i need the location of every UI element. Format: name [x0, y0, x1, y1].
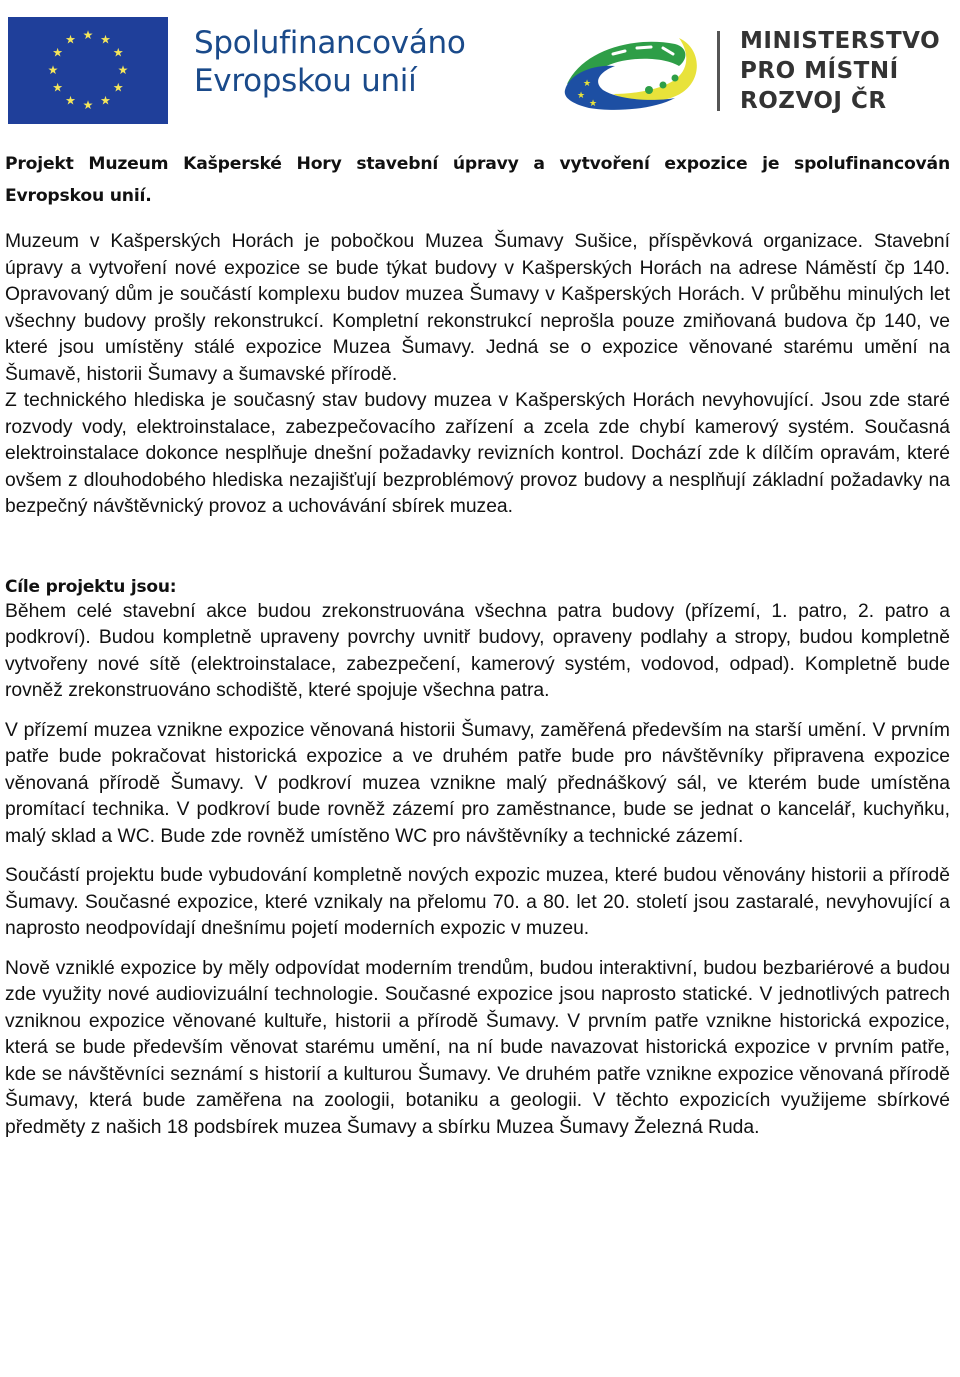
- eu-star-icon: ★: [117, 63, 129, 77]
- paragraph-modern-exhibitions: Nově vzniklé expozice by měly odpovídat moderním trendům, budou interaktivní, budou bezbariérové a budou zde využity nové audiovizuální technologie. Současné expozice jsou naprosto statické. V jednotlivých patrech vzniknou expozice věnované kultuře, historii a přírodě Šumavy. V prvním patře vznikne historická expozice, která se bude především věnovat starému umění, na ní bude navazovat historická expozice v prvním patře, kde se návštěvníci seznámí s historií a kulturou Šumavy. Ve druhém patře vznikne expozice věnovaná přírodě Šumavy, která bude zaměřena na zoologii, botaniku a geologii. V těchto expozicích využijeme sbírkové předměty z našich 18 podsbírek muzea Šumavy a sbírku Muzea Šumavy Železná Ruda.: [5, 957, 950, 1138]
- paragraph-technical-state: Z technického hlediska je současný stav budovy muzea v Kašperských Horách nevyhovující. Jsou zde staré rozvody vody, elektroinstalace, zabezpečovacího zařízení a zcela zde chybí kamerový systém. Současná elektroinstalace dokonce nesplňuje dnešní požadavky revizních kontrol. Dochází zde k dílčím opravám, které ovšem z dlouhodobého hlediska nezajišťují bezproblémový provoz budovy a nesplňují základní požadavky na bezpečný návštěvnický provoz a uchovávání sbírek muzea.: [5, 390, 950, 517]
- svg-text:★: ★: [577, 91, 586, 101]
- svg-text:★: ★: [583, 79, 592, 89]
- eu-flag-icon: [8, 17, 168, 124]
- eu-star-icon: ★: [47, 63, 59, 77]
- eu-star-icon: ★: [65, 32, 76, 47]
- document-body: [5, 148, 950, 1141]
- eu-star-icon: ★: [65, 93, 76, 108]
- paragraph-reconstruction: Během celé stavební akce budou zrekonstruována všechna patra budovy (přízemí, 1. patro, 2. patro a podkroví). Budou kompletně upraveny povrchy uvnitř budovy, opraveny podlahy a stropy, budou kompletně vytvořeny nové sítě (elektroinstalace, zabezpečení, kamerový systém, vodovod, odpad). Kompletně bude rovněž zrekonstruováno schodiště, které spojuje všechna patra.: [5, 600, 950, 701]
- ministry-name: [740, 26, 940, 116]
- eu-star-icon: ★: [82, 98, 94, 112]
- mmr-emblem-tree: [660, 82, 667, 89]
- eu-cofinanced-text: [194, 24, 466, 100]
- mmr-emblem-icon: [563, 32, 701, 112]
- eu-star-icon: ★: [100, 93, 111, 108]
- eu-flag-graphic: [8, 17, 168, 124]
- eu-star-icon: ★: [112, 45, 124, 60]
- intro-statement: Projekt Muzeum Kašperské Hory stavební úpravy a vytvoření expozice je spolufinancován Evropskou unií.: [5, 154, 950, 206]
- mmr-emblem-tree: [645, 86, 653, 94]
- paragraph-museum-description: Muzeum v Kašperských Horách je pobočkou Muzea Šumavy Sušice, příspěvková organizace. Stavební úpravy a vytvoření nové expozice se bude týkat budovy v Kašperských Horách na adrese Náměstí čp 140. Opravovaný dům je součástí komplexu budov muzea Šumavy v Kašperských Horách. V průběhu minulých let všechny budovy prošly rekonstrukcí. Kompletní rekonstrukcí neprošla pouze zmiňovaná budova čp 140, ve které jsou umístěny stálé expozice Muzea Šumavy. Jedná se o expozice věnované starému umění na Šumavě, historii Šumavy a šumavské přírodě.: [5, 231, 950, 385]
- eu-star-icon: ★: [52, 45, 64, 60]
- eu-text-line2: Evropskou unií: [194, 63, 417, 99]
- paragraph-new-exhibitions: Součástí projektu bude vybudování kompletně nových expozic muzea, které budou věnovány historii a přírodě Šumavy. Současné expozice, které vznikaly na přelomu 70. a 80. let 20. století jsou zastaralé, nevyhovující a naprosto neodpovídají dnešnímu pojetí moderních expozic v muzeu.: [5, 865, 950, 939]
- mmr-emblem-tree: [672, 75, 679, 82]
- ministry-line3: ROZVOJ ČR: [740, 88, 887, 114]
- eu-star-icon: ★: [100, 32, 111, 47]
- ministry-line2: PRO MÍSTNÍ: [740, 58, 899, 84]
- svg-text:★: ★: [589, 99, 598, 109]
- header-logos: [0, 0, 960, 135]
- ministry-line1: MINISTERSTVO: [740, 28, 941, 54]
- goals-heading: Cíle projektu jsou:: [5, 576, 177, 597]
- eu-text-line1: Spolufinancováno: [194, 25, 466, 61]
- logo-divider: [717, 31, 720, 111]
- paragraph-floors: V přízemí muzea vznikne expozice věnovaná historii Šumavy, zaměřená především na starší umění. V prvním patře bude pokračovat historická expozice a ve druhém patře bude pro návštěvníky připravena expozice věnovaná přírodě Šumavy. V podkroví muzea vznikne malý přednáškový sál, ve kterém bude umístěna promítací technika. V podkroví bude rovněž zázemí pro zaměstnance, bude se jednat o kancelář, kuchyňku, malý sklad a WC. Bude zde rovněž umístěno WC pro návštěvníky a technické zázemí.: [5, 719, 950, 847]
- eu-star-icon: ★: [82, 28, 94, 42]
- eu-star-icon: ★: [112, 80, 124, 95]
- eu-star-icon: ★: [52, 80, 64, 95]
